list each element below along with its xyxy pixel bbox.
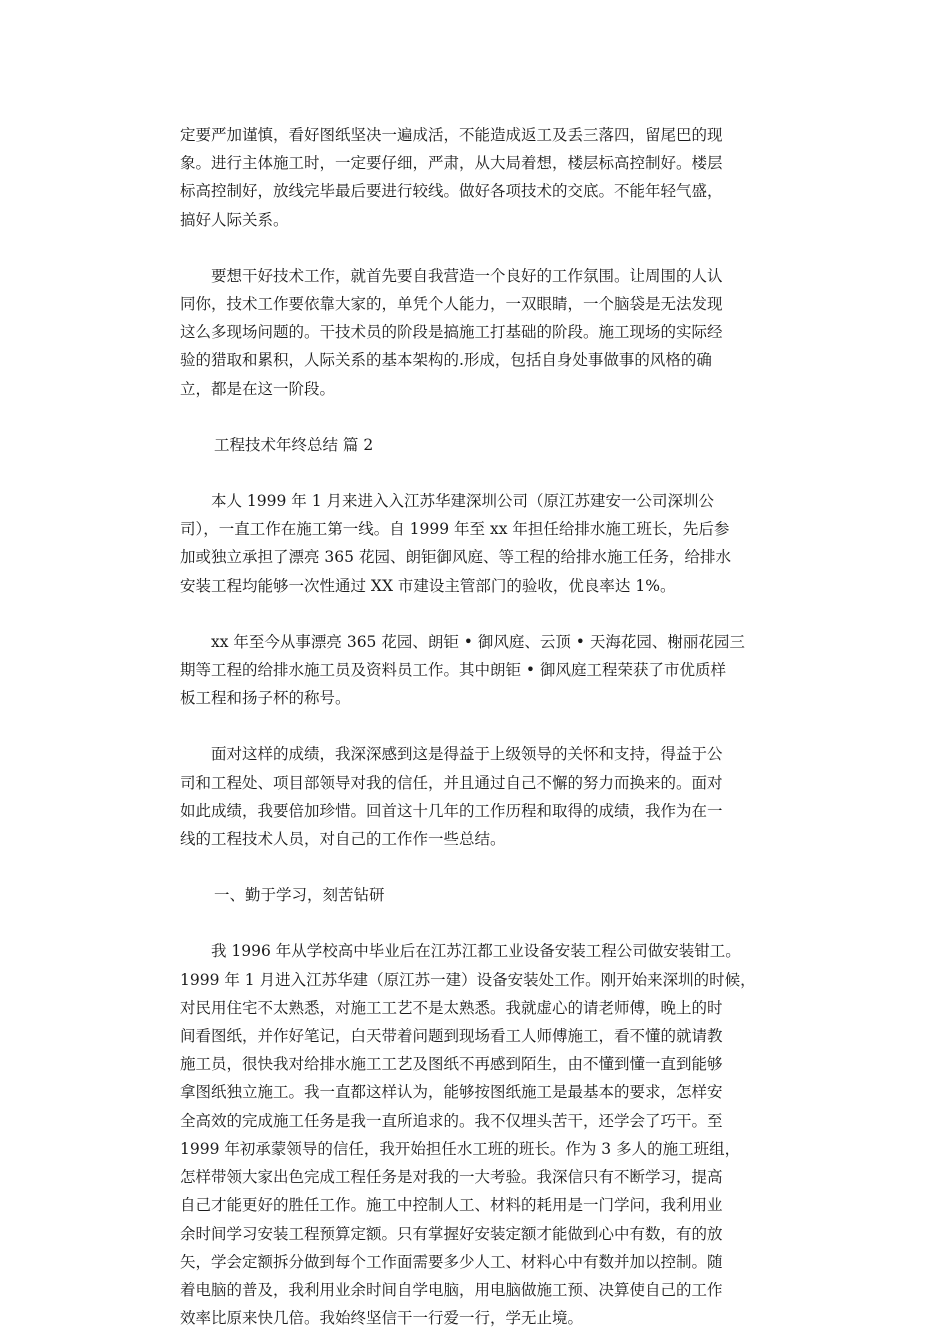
text-line: 司），一直工作在施工第一线。自 1999 年至 xx 年担任给排水施工班长，先后参 [180, 520, 730, 539]
text-line: 定要严加谨慎，看好图纸坚决一遍成活，不能造成返工及丢三落四，留尾巴的现 [180, 126, 723, 144]
text-line: 我 1996 年从学校高中毕业后在江苏江都工业设备安装工程公司做安装钳工。 [211, 942, 741, 961]
subsection-title [180, 881, 780, 909]
text-line: 期等工程的给排水施工员及资料员工作。其中朗钜 • 御风庭工程荣获了市优质样 [180, 661, 726, 680]
paragraph-projects [180, 628, 780, 713]
text-line: 拿图纸独立施工。我一直都这样认为，能够按图纸施工是最基本的要求，怎样安 [180, 1083, 723, 1102]
paragraph-continuation [180, 121, 780, 234]
text-line: 板工程和扬子杯的称号。 [180, 689, 351, 708]
paragraph-work-atmosphere [180, 262, 780, 403]
text-line: 这么多现场问题的。干技术员的阶段是搞施工打基础的阶段。施工现场的实际经 [180, 323, 723, 342]
text-line: 矢，学会定额拆分做到每个工作面需要多少人工、材料心中有数并加以控制。随 [180, 1252, 723, 1271]
text-line: 标高控制好，放线完毕最后要进行较线。做好各项技术的交底。不能年轻气盛， [180, 182, 723, 201]
text-line: 验的猎取和累积，人际关系的基本架构的.形成，包括自身处事做事的风格的确 [180, 351, 712, 370]
paragraph-learning [180, 937, 780, 1332]
subsection-title-text: 一、勤于学习，刻苦钻研 [214, 886, 385, 905]
text-line: 搞好人际关系。 [180, 210, 289, 229]
text-line: 全高效的完成施工任务是我一直所追求的。我不仅埋头苦干，还学会了巧干。至 [180, 1111, 723, 1130]
text-line: 着电脑的普及，我利用业余时间自学电脑，用电脑做施工预、决算使自己的工作 [180, 1280, 723, 1299]
document-page [180, 121, 780, 1332]
text-line: 1999 年初承蒙领导的信任，我开始担任水工班的班长。作为 3 多人的施工班组， [180, 1139, 741, 1158]
text-line: 加或独立承担了漂亮 365 花园、朗钜御风庭、等工程的给排水施工任务，给排水 [180, 548, 731, 567]
text-line: 线的工程技术人员，对自己的工作作一些总结。 [180, 830, 506, 849]
text-line: 1999 年 1 月进入江苏华建（原江苏一建）设备安装处工作。刚开始来深圳的时候， [180, 970, 756, 989]
text-line: 要想干好技术工作，就首先要自我营造一个良好的工作氛围。让周围的人认 [211, 266, 723, 285]
paragraph-achievements [180, 740, 780, 853]
text-line: 象。进行主体施工时，一定要仔细，严肃，从大局着想，楼层标高控制好。楼层 [180, 154, 723, 173]
text-line: 对民用住宅不太熟悉，对施工工艺不是太熟悉。我就虚心的请老师傅，晚上的时 [180, 998, 723, 1017]
text-line: 如此成绩，我要倍加珍惜。回首这十几年的工作历程和取得的成绩，我作为在一 [180, 801, 723, 820]
paragraph-intro [180, 487, 780, 600]
text-line: 安装工程均能够一次性通过 XX 市建设主管部门的验收，优良率达 1%。 [180, 576, 676, 595]
text-line: 司和工程处、项目部领导对我的信任，并且通过自己不懈的努力而换来的。面对 [180, 773, 723, 792]
section-title [180, 431, 780, 459]
text-line: 面对这样的成绩，我深深感到这是得益于上级领导的关怀和支持，得益于公 [211, 745, 723, 764]
text-line: 怎样带领大家出色完成工程任务是对我的一大考验。我深信只有不断学习，提高 [180, 1168, 723, 1187]
text-line: xx 年至今从事漂亮 365 花园、朗钜 • 御风庭、云顶 • 天海花园、榭丽花园三 [211, 632, 745, 651]
text-line: 余时间学习安装工程预算定额。只有掌握好安装定额才能做到心中有数，有的放 [180, 1224, 723, 1243]
text-line: 立，都是在这一阶段。 [180, 379, 336, 398]
section-title-text: 工程技术年终总结 篇 2 [214, 435, 374, 454]
text-line: 间看图纸，并作好笔记，白天带着问题到现场看工人师傅施工，看不懂的就请教 [180, 1027, 723, 1046]
text-line: 施工员，很快我对给排水施工工艺及图纸不再感到陌生，由不懂到懂一直到能够 [180, 1055, 723, 1074]
text-line: 效率比原来快几倍。我始终坚信干一行爱一行，学无止境。 [180, 1309, 584, 1328]
text-line: 同你，技术工作要依靠大家的，单凭个人能力，一双眼睛，一个脑袋是无法发现 [180, 295, 723, 314]
text-line: 自己才能更好的胜任工作。施工中控制人工、材料的耗用是一门学问，我利用业 [180, 1196, 723, 1215]
text-line: 本人 1999 年 1 月来进入入江苏华建深圳公司（原江苏建安一公司深圳公 [211, 492, 715, 511]
